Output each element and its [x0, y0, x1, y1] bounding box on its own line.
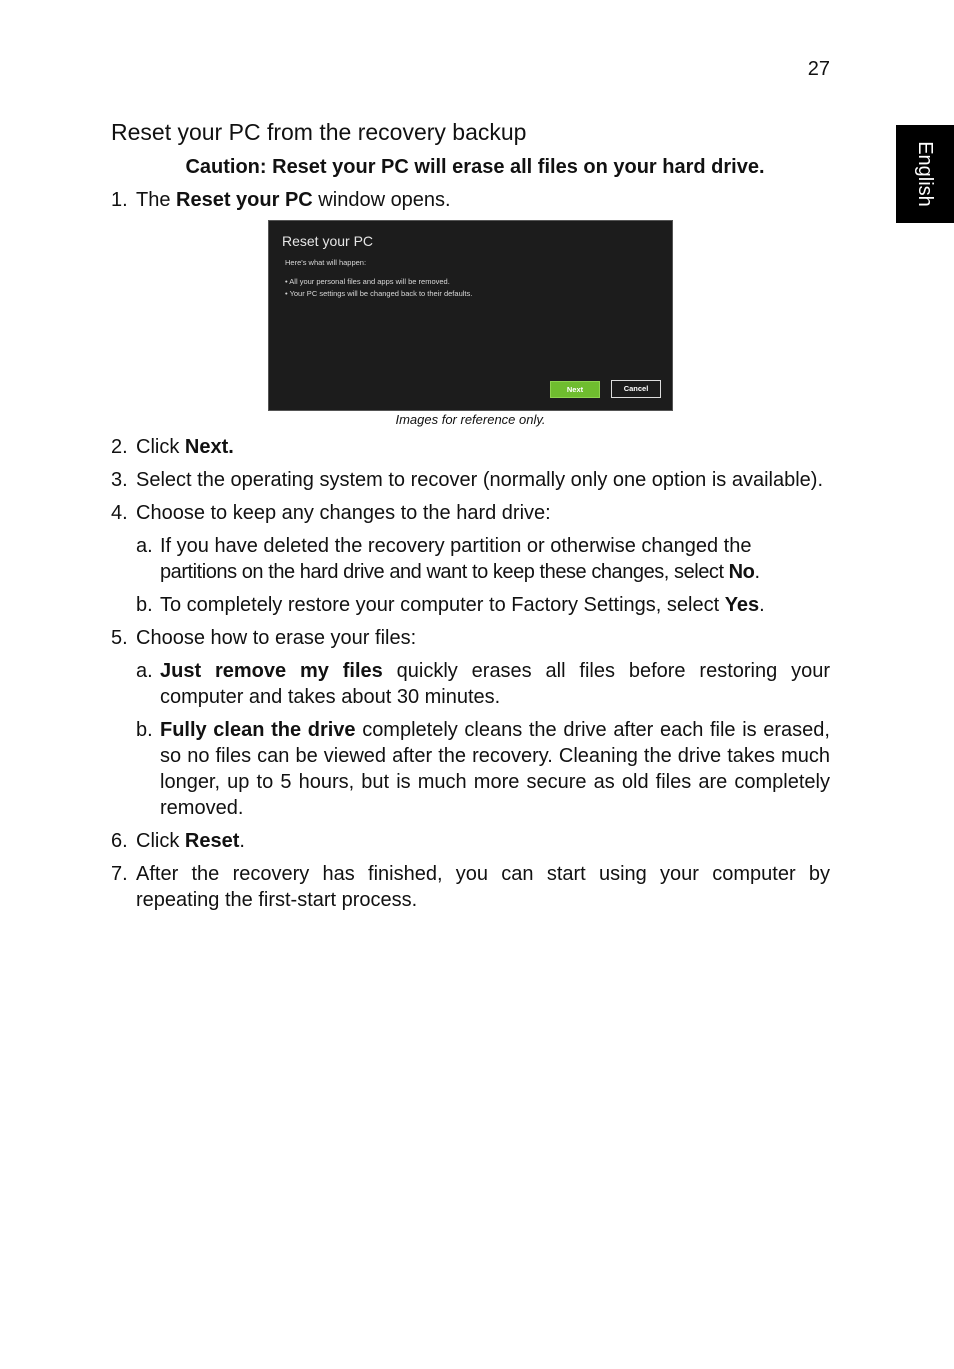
bold-term: Just remove my files — [160, 660, 383, 682]
page-number: 27 — [807, 58, 830, 80]
step-4a — [136, 533, 830, 585]
text-run — [160, 561, 760, 583]
substep-text — [160, 592, 830, 618]
language-tab — [896, 125, 954, 223]
bold-term: Reset — [184, 830, 240, 852]
substep-letter: a. — [136, 660, 153, 682]
step-number: 1. — [111, 189, 128, 211]
step-text: Choose to keep any changes to the hard drive: — [136, 502, 551, 524]
bold-term: Fully clean the drive — [160, 719, 356, 741]
text-run: quickly erases all files before restoring your computer and takes about 30 minutes. — [160, 660, 831, 708]
text-run: If you have deleted the recovery partition or otherwise changed the — [160, 535, 752, 557]
reset-pc-screenshot — [268, 220, 673, 411]
step-text: After the recovery has finished, you can start using your computer by repeating the first-start process. — [136, 863, 830, 911]
substep-letter: b. — [136, 594, 153, 616]
cancel-button: Cancel — [611, 380, 661, 398]
text-run: . — [759, 594, 765, 616]
dialog-subtitle: Here's what will happen: — [285, 258, 367, 267]
figure-caption: Images for reference only. — [395, 412, 546, 427]
step-6 — [111, 828, 830, 854]
bold-term: No — [728, 561, 755, 583]
dialog-title: Reset your PC — [282, 233, 374, 249]
step-text: Choose how to erase your files: — [136, 627, 417, 649]
text-run: window opens. — [312, 189, 451, 211]
step-number: 4. — [111, 502, 128, 524]
caution-note: Caution: Reset your PC will erase all files on your hard drive. — [185, 156, 765, 178]
step-number: 2. — [111, 436, 128, 458]
substep-letter: a. — [136, 535, 153, 557]
text-run: . — [239, 830, 245, 852]
substep-letter: b. — [136, 719, 153, 741]
text-run: completely cleans the drive after each file is erased, so no files can be viewed after the recovery. Cleaning the drive takes much longer, up to 5 hours, but is much more secure as old files are completely removed. — [160, 719, 830, 819]
section-title: Reset your PC from the recovery backup — [111, 119, 527, 145]
text-run: To completely restore your computer to Factory Settings, select — [160, 594, 725, 616]
text-run: Click — [136, 830, 185, 852]
step-1 — [111, 187, 830, 213]
step-5 — [111, 625, 830, 651]
figure — [111, 220, 830, 428]
step-number: 6. — [111, 830, 128, 852]
step-number: 5. — [111, 627, 128, 649]
text-run: The — [136, 189, 177, 211]
dialog-bullet: • All your personal files and apps will be removed. — [285, 277, 450, 286]
substep-text — [160, 717, 830, 821]
step-5a — [136, 658, 830, 710]
step-4b — [136, 592, 830, 618]
language-tab-label: English — [914, 141, 937, 207]
bold-term: Next. — [184, 436, 234, 458]
text-run: . — [754, 561, 760, 583]
next-button: Next — [550, 381, 600, 398]
step-text — [136, 187, 830, 213]
bold-term: Yes — [724, 594, 760, 616]
text-run: partitions on the hard drive and want to keep these changes, select — [160, 561, 729, 583]
step-text — [136, 434, 830, 460]
step-2 — [111, 434, 830, 460]
step-4 — [111, 500, 830, 526]
step-number: 7. — [111, 863, 128, 885]
bold-term: Reset your PC — [176, 189, 313, 211]
substep-text — [160, 533, 830, 585]
text-run: Click — [136, 436, 185, 458]
step-7 — [111, 861, 830, 913]
step-text — [136, 828, 830, 854]
substep-text — [160, 658, 830, 710]
main-content — [111, 118, 830, 920]
step-5b — [136, 717, 830, 821]
step-number: 3. — [111, 469, 128, 491]
dialog-bullet: • Your PC settings will be changed back to their defaults. — [285, 289, 473, 298]
step-text: Select the operating system to recover (normally only one option is available). — [136, 469, 824, 491]
step-3 — [111, 467, 830, 493]
